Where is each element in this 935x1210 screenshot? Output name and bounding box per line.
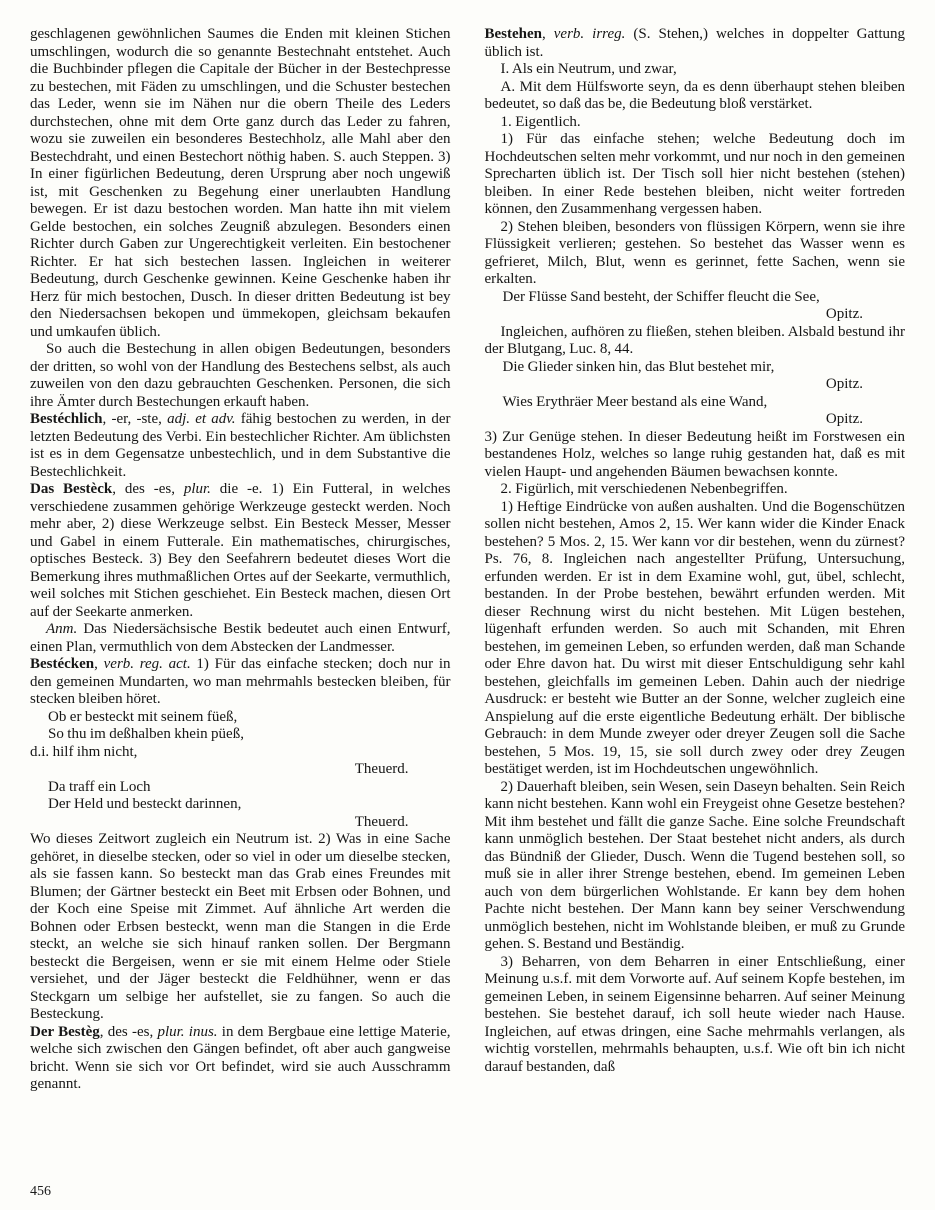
paragraph bbox=[485, 131, 906, 219]
paragraph bbox=[30, 481, 451, 621]
verse-line bbox=[48, 779, 451, 797]
text-segment: Das Niedersächsische Bestik bedeutet auch einen Entwurf, einen Plan, vermuthlich von dem Abstecken der Landmesser. bbox=[30, 621, 451, 655]
paragraph bbox=[485, 114, 906, 132]
verse-line bbox=[48, 796, 451, 814]
paragraph bbox=[30, 744, 451, 762]
text-segment: 1. Eigentlich. bbox=[500, 113, 581, 130]
text-segment: 2. Figürlich, mit verschiedenen Nebenbegriffen. bbox=[500, 481, 788, 497]
paragraph bbox=[485, 324, 906, 359]
paragraph bbox=[485, 26, 906, 61]
headword: Der Bestèg bbox=[30, 1023, 100, 1040]
text-segment: fähig bestochen zu werden, in der letzten Bedeutung des Verbi. Ein bestechlicher Richter. Am üblichsten ist es in dem Gegensatze unbestechlich, und in dem Substantive die Bestechlichkeit. bbox=[30, 411, 451, 480]
verse-line bbox=[48, 726, 451, 744]
paragraph bbox=[30, 1024, 451, 1094]
text-segment: , -er, -ste, bbox=[102, 411, 168, 427]
attribution-line bbox=[30, 761, 451, 779]
paragraph bbox=[485, 219, 906, 289]
paragraph bbox=[485, 429, 906, 482]
paragraph bbox=[485, 79, 906, 114]
text-segment: So auch die Bestechung in allen obigen Bedeutungen, besonders der dritten, so wohl von der Handlung des Bestechens selbst, als auch zuweilen von den dazu gebrauchten Geschenken. Personen, die sich ihre Ämter durch Bestechungen erkauft haben. bbox=[30, 341, 451, 410]
text-segment: 1) Für das einfache stehen; welche Bedeutung doch im Hochdeutschen selten mehr vorkommt, und nur noch in den gemeinen Sprecharten üblich ist. Der Tisch soll hier nicht bestehen (stehen) bleiben. In einer Rede bestehen bleiben, nicht weiter fortreden können, den Zusammenhang vergessen haben. bbox=[484, 131, 905, 217]
paragraph bbox=[30, 341, 451, 411]
verse-line bbox=[503, 289, 906, 307]
paragraph bbox=[485, 779, 906, 954]
right-column bbox=[485, 26, 906, 1094]
text-segment: 3) Zur Genüge stehen. In dieser Bedeutung heißt im Forstwesen ein bestandenes Holz, welches so lange ruhig gestanden hat, daß es mit vielen Haupt- und angehenden Bäumen bewachsen konnte. bbox=[484, 428, 905, 480]
text-segment: verb. irreg. bbox=[553, 26, 626, 42]
text-segment: Theuerd. bbox=[354, 761, 409, 777]
text-segment: Opitz. bbox=[825, 411, 863, 427]
text-segment: in dem Bergbaue eine lettige Materie, welche sich zwischen den Gängen befindet, oft aber auch gangweise bricht. Wenn sie sich vor Ort befindet, wird sie auch Ausschramm genannt. bbox=[30, 1023, 451, 1092]
text-segment: plur. bbox=[183, 481, 211, 497]
text-segment: die -e. 1) Ein Futteral, in welches verschiedene zusammen gehörige Werkzeuge gesteckt werden. Noch mehr aber, 2) diese Werkzeuge selbst. Ein Besteck Messer, Messer und Gabel in einem Futterale. Ein mathematisches, chirurgisches, optisches Besteck. 3) Bey den Seefahrern bedeutet dieses Wort die Bemerkung ihres muthmaßlichen Ortes auf der Seekarte, vermuthlich, weil solches mit Stichen geschiehet. Ein Besteck machen, diesen Ort auf der Seekarte anmerken. bbox=[30, 481, 451, 620]
text-segment: So thu im deßhalben khein püeß, bbox=[48, 726, 244, 742]
text-segment: Die Glieder sinken hin, das Blut bestehet mir, bbox=[502, 358, 775, 375]
headword: Bestehen bbox=[484, 26, 542, 42]
text-segment: 1) Heftige Eindrücke von außen aushalten. Und die Bogenschützen sollen nicht bestehen, Amos 2, 15. Wer kann wider die Kinder Enack bestehen? 5 Mos. 2, 15. Wer kann vor dir bestehen, wenn du zürnest? Ps. 76, 8. Ingleichen nach angestellter Prüfung, Untersuchung, erfunden werden. Er ist in dem Examine wohl, gut, übel, schlecht, bestanden. In der Probe bestehen, bewährt erfunden werden. Mit dieser Rechnung wirst du nicht bestehen. Mit Lügen bestehen, lügenhaft erfunden werden. So auch mit Schanden, mit Ehren bestehen, im gemeinen Leben, so erfunden werden, daß man Schande oder Ehre davon hat. Du wirst mit dieser Entschuldigung sehr kahl bestehen, gleichfalls im gemeinen Leben. Dahin auch der niedrige Ausdruck: er besteht wie Butter an der Sonne, welcher zugleich eine Anspielung auf die erste eigentliche Bedeutung erhält. Der biblische Gebrauch: in dem Munde zweyer oder dreyer Zeugen soll die Sache bestehen, 5 Mos. 19, 15, sie soll durch zwey oder drey Zeugen bestätiget werden, ist im Hochdeutschen ungewöhnlich. bbox=[484, 498, 905, 777]
paragraph bbox=[30, 621, 451, 656]
text-segment: 1) Für das einfache stecken; doch nur in den gemeinen Mundarten, wo man mehrmahls bestecken bleiben, für stecken bleiben höret. bbox=[30, 656, 451, 707]
attribution-line bbox=[485, 306, 906, 324]
text-segment: (S. Stehen,) welches in doppelter Gattung üblich ist. bbox=[484, 26, 906, 60]
text-segment: , bbox=[94, 656, 104, 672]
verse-line bbox=[503, 359, 906, 377]
headword: Bestéchlich bbox=[30, 411, 103, 427]
text-segment: geschlagenen gewöhnlichen Saumes die Enden mit kleinen Stichen umschlingen, wodurch die so genannte Bestechnaht entstehet. Auch die Buchbinder pflegen die Capitale der Bücher in der Bestechpresse zu bestechen, mit Fäden zu umschlingen, und die Schuster bestechen das Leder, wenn sie im Nähen nur die obern Theile des Leders durchstechen, ohne mit dem Orte ganz durch das Leder zu fahren, wozu sie zuweilen ein besonderes Bestechholz, alle Mahl aber den Bestechdraht, und einen Bestechort nöthig haben. S. auch Steppen. 3) In einer figürlichen Bedeutung, deren Ursprung aber noch ungewiß ist, mit Geschenken zu Begehung einer unerlaubten Handlung bewegen. Er ist dazu bestochen worden. Man hatte ihn mit vielem Gelde bestochen, ein solches Zeugniß abzulegen. Besonders einen Richter durch Gaben zur Ungerechtigkeit verleiten. Ein bestochener Richter. Er hat sich bestechen lassen. Ingleichen in weiterer Bedeutung, durch Geschenke gewinnen. Keine Geschenke haben ihr Herz für mich bestochen, Dusch. In dieser dritten Bedeutung ist bey den Niedersachsen bekopen und ümmekopen, gleichsam bekaufen und umkaufen üblich. bbox=[30, 26, 451, 340]
verse-line bbox=[503, 394, 906, 412]
text-segment: Opitz. bbox=[825, 376, 863, 392]
text-segment: verb. reg. act. bbox=[103, 656, 191, 672]
text-segment: Der Held und besteckt darinnen, bbox=[48, 796, 242, 812]
text-segment: Da traff ein Loch bbox=[48, 778, 151, 795]
attribution-line bbox=[485, 376, 906, 394]
text-segment: , bbox=[542, 26, 554, 42]
text-segment: Der Flüsse Sand besteht, der Schiffer fleucht die See, bbox=[502, 288, 820, 305]
headword: Bestécken bbox=[30, 656, 95, 672]
text-segment: A. Mit dem Hülfsworte seyn, da es denn überhaupt stehen bleiben bedeutet, so daß das be, die Bedeutung bloß verstärket. bbox=[484, 78, 905, 112]
paragraph bbox=[485, 481, 906, 499]
paragraph bbox=[485, 499, 906, 779]
text-segment: 3) Beharren, von dem Beharren in einer Entschließung, einer Meinung u.s.f. mit dem Vorworte auf. Auf seinem Kopfe bestehen, im gemeinen Leben, in seinem Eigensinne beharren. Auf seiner Meinung bestehen. Sie bestehet darauf, ich soll heute wieder nach Hause. Ingleichen, auf etwas dringen, eine Sache mehrmahls verlangen, als wichtig vorstellen, mehrmahls behaupten, u.s.f. Wie oft bin ich nicht darauf bestanden, daß bbox=[484, 953, 905, 1075]
paragraph bbox=[30, 831, 451, 1024]
text-segment: d.i. hilf ihm nicht, bbox=[30, 743, 138, 760]
attribution-line bbox=[485, 411, 906, 429]
text-segment: I. Als ein Neutrum, und zwar, bbox=[500, 61, 677, 77]
verse-line bbox=[48, 709, 451, 727]
text-segment: , des -es, bbox=[99, 1023, 158, 1040]
text-segment: 2) Stehen bleiben, besonders von flüssigen Körpern, wenn sie ihre Flüssigkeit verlieren; gestehen. So bestehet das Wasser wenn es gefrieret, Milch, Blut, wenn es gerinnet, fette Sachen, wenn sie erkalten. bbox=[484, 218, 905, 287]
attribution-line bbox=[30, 814, 451, 832]
text-segment: Ingleichen, aufhören zu fließen, stehen bleiben. Alsbald bestund ihr der Blutgang, Luc. 8, 44. bbox=[484, 323, 905, 357]
text-segment: plur. inus. bbox=[157, 1023, 218, 1040]
text-segment: , des -es, bbox=[112, 481, 184, 497]
text-segment: adj. et adv. bbox=[167, 411, 236, 427]
text-segment: Theuerd. bbox=[354, 813, 409, 830]
paragraph bbox=[485, 954, 906, 1077]
text-segment: Wo dieses Zeitwort zugleich ein Neutrum ist. 2) Was in eine Sache gehöret, in dieselbe stecken, oder so viel in oder um dieselbe stecken, als sie fassen kann. So besteckt man das Grab eines Freundes mit Blumen; der Gärtner besteckt ein Beet mit Erbsen oder Bohnen, und der Koch eine Speise mit Zimmet. Auf ähnliche Art werden die Bohnen oder Erbsen besteckt, wenn man die Stangen in die Erde steckt, an welche sie sich hinauf ranken sollen. Der Bergmann besteckt die Bergeisen, wenn er sie mit einem Helme oder Stiele versiehet, und der Jäger besteckt die Feldhühner, wenn er das Steckgarn um selbige her aufstellet, sie zu fangen. So auch die Besteckung. bbox=[30, 831, 451, 1022]
text-segment: Anm. bbox=[46, 621, 78, 637]
headword: Das Bestèck bbox=[30, 481, 113, 497]
text-segment: Ob er besteckt mit seinem füeß, bbox=[48, 708, 238, 725]
text-segment: 2) Dauerhaft bleiben, sein Wesen, sein Daseyn behalten. Sein Reich kann nicht bestehen. Kann wohl ein Freygeist ohne Gesetze bestehen? Mit ihm bestehet und fällt die ganze Sache. Eine solche Freundschaft kann unmöglich bestehen. Der Staat bestehet nicht anders, als durch das Bündniß der Glieder, Dusch. Wenn die Tugend bestehen soll, so muß sie in aller ihrer Strenge bestehen, ebend. Im gemeinen Leben auch von dem bürgerlichen Wohlstande. Er kann bey dem hohen Pachte nicht bestehen. Der Mann kann bey seiner Verschwendung unmöglich bestehen, nicht im Wohlstande bleiben, er muß zu Grunde gehen. S. Bestand und Beständig. bbox=[484, 778, 905, 952]
text-segment: Wies Erythräer Meer bestand als eine Wand, bbox=[502, 393, 768, 410]
paragraph bbox=[30, 26, 451, 341]
paragraph bbox=[30, 411, 451, 481]
paragraph bbox=[485, 61, 906, 79]
paragraph bbox=[30, 656, 451, 709]
text-segment: Opitz. bbox=[825, 306, 863, 322]
text-columns bbox=[30, 26, 905, 1094]
page-number: 456 bbox=[30, 1184, 51, 1199]
left-column bbox=[30, 26, 451, 1094]
